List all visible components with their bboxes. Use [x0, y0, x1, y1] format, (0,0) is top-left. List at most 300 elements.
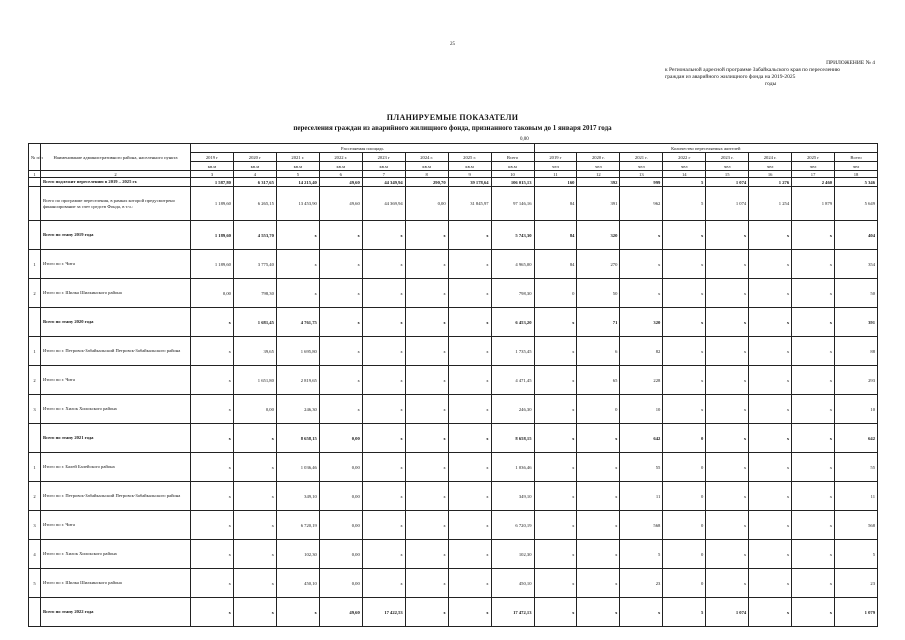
row-value: 23: [620, 569, 663, 598]
row-value: x: [577, 569, 620, 598]
row-value: 1 036,46: [491, 453, 534, 482]
table-row: [29, 482, 878, 511]
row-value: 102,30: [276, 540, 319, 569]
row-value: x: [191, 453, 234, 482]
row-value: x: [191, 598, 234, 627]
document-title: ПЛАНИРУЕМЫЕ ПОКАЗАТЕЛИ: [386, 113, 519, 122]
row-value: 6 265,15: [233, 187, 276, 221]
row-number: 1: [29, 337, 41, 366]
row-value: x: [276, 250, 319, 279]
row-value: 798,30: [233, 279, 276, 308]
page-number: 25: [450, 42, 455, 47]
row-value: x: [191, 395, 234, 424]
row-value: 5 743,30: [491, 221, 534, 250]
row-value: 5: [835, 540, 878, 569]
row-name: Всего по этапу 2021 года: [41, 424, 191, 453]
row-name: Итого по г. Хилок Хилокского района: [41, 540, 191, 569]
row-value: x: [534, 511, 577, 540]
column-index: 6: [319, 171, 362, 178]
row-value: x: [405, 540, 448, 569]
row-value: 50: [835, 279, 878, 308]
row-value: 349,10: [276, 482, 319, 511]
row-value: x: [620, 221, 663, 250]
table-row: [29, 511, 878, 540]
row-number: [29, 187, 41, 221]
appendix-line-2: к Региональной адресной программе Забайкальского края по переселению: [665, 67, 841, 73]
row-value: x: [405, 221, 448, 250]
row-value: x: [577, 482, 620, 511]
row-value: 0: [663, 424, 706, 453]
row-value: x: [405, 569, 448, 598]
top-value: 0,00: [520, 137, 529, 142]
row-value: 44 369,94: [362, 187, 405, 221]
row-value: 642: [620, 424, 663, 453]
row-value: 391: [835, 308, 878, 337]
row-value: x: [405, 482, 448, 511]
row-value: 6: [577, 337, 620, 366]
appendix-line-1: ПРИЛОЖЕНИЕ № 4: [826, 60, 875, 66]
header-people-year: 2019 г: [534, 153, 577, 162]
row-value: 290,70: [405, 178, 448, 187]
header-unit-area: кв.м: [191, 162, 234, 171]
appendix-line-4: годы: [765, 81, 777, 87]
row-value: x: [405, 250, 448, 279]
row-name: Всего по этапу 2019 года: [41, 221, 191, 250]
row-value: 349,10: [491, 482, 534, 511]
header-people-year: Всего: [835, 153, 878, 162]
row-number: 4: [29, 540, 41, 569]
row-value: x: [362, 250, 405, 279]
table-row: [29, 337, 878, 366]
row-name: Итого по г. Чита: [41, 250, 191, 279]
row-value: 0: [534, 279, 577, 308]
row-value: 17 422,53: [362, 598, 405, 627]
row-value: x: [534, 598, 577, 627]
row-value: x: [448, 511, 491, 540]
table-row: [29, 453, 878, 482]
row-value: x: [792, 569, 835, 598]
table-row: [29, 187, 878, 221]
row-value: 1 681,45: [233, 308, 276, 337]
table-row: [29, 250, 878, 279]
header-people-group: Количество переселяемых жителей: [534, 144, 878, 153]
row-value: 97 146,16: [491, 187, 534, 221]
row-value: x: [191, 569, 234, 598]
row-value: x: [191, 540, 234, 569]
row-value: 1 074: [706, 598, 749, 627]
row-value: x: [749, 453, 792, 482]
row-value: x: [233, 569, 276, 598]
row-value: 568: [835, 511, 878, 540]
row-value: 5 649: [835, 187, 878, 221]
row-name: Итого по г. Чита: [41, 366, 191, 395]
row-value: x: [448, 598, 491, 627]
row-name: Итого по г. Чита: [41, 511, 191, 540]
row-value: x: [663, 221, 706, 250]
row-value: 1 074: [706, 178, 749, 187]
row-value: 1 079: [835, 598, 878, 627]
column-index: 11: [534, 171, 577, 178]
row-number: 2: [29, 366, 41, 395]
row-value: x: [362, 395, 405, 424]
header-people-year: 2022 г: [663, 153, 706, 162]
row-value: 0: [663, 511, 706, 540]
row-value: x: [362, 366, 405, 395]
row-value: 999: [620, 178, 663, 187]
header-index-row: [29, 171, 878, 178]
row-value: x: [792, 279, 835, 308]
row-value: x: [706, 482, 749, 511]
row-value: 14 215,40: [276, 178, 319, 187]
row-value: 0,00: [319, 569, 362, 598]
row-value: 0,00: [233, 395, 276, 424]
row-value: x: [534, 366, 577, 395]
header-name: Наименование административного района, населенного пункта: [41, 144, 191, 171]
header-area-year: Всего: [491, 153, 534, 162]
row-value: x: [362, 308, 405, 337]
row-value: x: [749, 279, 792, 308]
row-value: x: [448, 366, 491, 395]
row-value: x: [706, 221, 749, 250]
row-value: 1 074: [706, 187, 749, 221]
row-value: x: [319, 395, 362, 424]
row-value: x: [792, 250, 835, 279]
header-area-year: 2019 г: [191, 153, 234, 162]
column-index: 16: [749, 171, 792, 178]
column-index: 4: [233, 171, 276, 178]
row-name: Итого по г. Хилок Хилокского района: [41, 395, 191, 424]
row-value: 65: [577, 366, 620, 395]
indicators-table: [28, 143, 878, 627]
table-row: [29, 221, 878, 250]
row-value: x: [792, 540, 835, 569]
row-value: x: [276, 598, 319, 627]
row-value: 0,00: [319, 511, 362, 540]
row-value: x: [191, 366, 234, 395]
row-value: 404: [835, 221, 878, 250]
row-value: x: [749, 221, 792, 250]
row-value: x: [792, 482, 835, 511]
row-value: 1 651,80: [233, 366, 276, 395]
row-value: 568: [620, 511, 663, 540]
row-value: x: [362, 453, 405, 482]
row-name: Итого по г. Петровск-Забайкальский Петровск-Забайкальского района: [41, 337, 191, 366]
row-value: x: [792, 221, 835, 250]
row-value: x: [362, 221, 405, 250]
row-value: x: [792, 453, 835, 482]
column-index: 9: [448, 171, 491, 178]
row-value: 31 845,97: [448, 187, 491, 221]
column-index: 10: [491, 171, 534, 178]
table-row: [29, 569, 878, 598]
row-value: x: [448, 424, 491, 453]
header-people-year: 2023 г.: [706, 153, 749, 162]
row-value: x: [749, 598, 792, 627]
row-value: 5: [663, 178, 706, 187]
row-name: Всего по программе переселения, в рамках которой предусмотрено финансирование за счет средств Фонда, в т.ч.:: [41, 187, 191, 221]
row-name: Всего по этапу 2020 года: [41, 308, 191, 337]
row-value: x: [319, 250, 362, 279]
row-value: 17 472,13: [491, 598, 534, 627]
row-value: x: [405, 337, 448, 366]
column-index: 2: [41, 171, 191, 178]
row-value: x: [706, 453, 749, 482]
column-index: 15: [706, 171, 749, 178]
row-value: 5: [663, 598, 706, 627]
row-value: x: [448, 279, 491, 308]
row-name: Всего по этапу 2022 года: [41, 598, 191, 627]
table-row: [29, 308, 878, 337]
row-value: 6 720,19: [491, 511, 534, 540]
row-value: x: [663, 308, 706, 337]
row-value: 0,00: [319, 540, 362, 569]
row-value: 5 346: [835, 178, 878, 187]
row-value: x: [362, 279, 405, 308]
row-name: Итого по г. Петровск-Забайкальский Петровск-Забайкальского района: [41, 482, 191, 511]
row-value: 6 317,65: [233, 178, 276, 187]
row-value: 6 720,19: [276, 511, 319, 540]
row-number: 1: [29, 250, 41, 279]
row-value: 84: [534, 250, 577, 279]
row-value: x: [362, 337, 405, 366]
row-value: 4 761,75: [276, 308, 319, 337]
row-value: x: [191, 337, 234, 366]
row-value: x: [749, 482, 792, 511]
row-value: x: [706, 540, 749, 569]
row-value: x: [191, 482, 234, 511]
row-value: x: [233, 424, 276, 453]
appendix-line-3: граждан из аварийного жилищного фонда на 2019-2025: [665, 74, 796, 80]
row-number: 3: [29, 511, 41, 540]
row-value: x: [749, 366, 792, 395]
table-body: [29, 178, 878, 627]
row-value: 0: [663, 569, 706, 598]
row-value: x: [792, 511, 835, 540]
row-value: x: [319, 337, 362, 366]
row-value: 391: [577, 187, 620, 221]
row-value: x: [620, 598, 663, 627]
row-value: 49,60: [319, 187, 362, 221]
row-value: 11: [835, 482, 878, 511]
row-value: 71: [577, 308, 620, 337]
header-unit-people: чел: [749, 162, 792, 171]
row-value: 3 775,40: [233, 250, 276, 279]
column-index: 13: [620, 171, 663, 178]
row-value: x: [706, 424, 749, 453]
header-area-year: 2022 г.: [319, 153, 362, 162]
row-value: 4 471,45: [491, 366, 534, 395]
table-row: [29, 540, 878, 569]
row-value: x: [448, 395, 491, 424]
row-value: x: [706, 279, 749, 308]
row-value: x: [749, 308, 792, 337]
row-value: x: [405, 511, 448, 540]
row-value: 293: [835, 366, 878, 395]
row-value: x: [792, 395, 835, 424]
row-value: x: [534, 395, 577, 424]
row-value: x: [448, 337, 491, 366]
row-value: 1 189,60: [191, 221, 234, 250]
row-value: 4 965,00: [491, 250, 534, 279]
row-value: x: [319, 221, 362, 250]
header-unit-area: кв.м: [491, 162, 534, 171]
row-value: x: [706, 250, 749, 279]
header-unit-people: чел: [534, 162, 577, 171]
row-value: x: [362, 569, 405, 598]
row-value: x: [792, 308, 835, 337]
row-value: 450,10: [276, 569, 319, 598]
row-value: x: [191, 511, 234, 540]
row-value: 8 658,15: [491, 424, 534, 453]
row-value: 642: [835, 424, 878, 453]
row-value: x: [534, 482, 577, 511]
row-value: x: [233, 511, 276, 540]
row-value: 23: [835, 569, 878, 598]
header-unit-area: кв.м: [233, 162, 276, 171]
row-value: 1 735,45: [491, 337, 534, 366]
row-value: 49,60: [319, 598, 362, 627]
row-value: x: [792, 366, 835, 395]
header-unit-people: чел: [663, 162, 706, 171]
row-value: 0: [663, 453, 706, 482]
row-value: x: [233, 598, 276, 627]
row-value: 2 819,65: [276, 366, 319, 395]
row-value: 246,30: [491, 395, 534, 424]
row-value: 392: [577, 178, 620, 187]
row-value: 88: [835, 337, 878, 366]
row-value: x: [405, 308, 448, 337]
table-row: [29, 178, 878, 187]
header-unit-area: кв.м: [276, 162, 319, 171]
row-value: x: [706, 395, 749, 424]
row-value: 0: [663, 540, 706, 569]
row-value: x: [663, 279, 706, 308]
row-value: 1 189,60: [191, 187, 234, 221]
row-value: x: [405, 366, 448, 395]
row-value: x: [663, 395, 706, 424]
row-value: 84: [534, 221, 577, 250]
row-value: x: [749, 569, 792, 598]
column-index: 8: [405, 171, 448, 178]
table-row: [29, 366, 878, 395]
row-value: x: [577, 453, 620, 482]
table-row: [29, 598, 878, 627]
row-value: x: [749, 424, 792, 453]
row-value: 0,00: [405, 187, 448, 221]
row-value: x: [749, 540, 792, 569]
row-value: x: [577, 511, 620, 540]
row-value: 13 453,90: [276, 187, 319, 221]
row-value: x: [362, 424, 405, 453]
row-value: 450,10: [491, 569, 534, 598]
row-value: x: [706, 569, 749, 598]
row-value: 0: [663, 482, 706, 511]
header-unit-people: чел: [577, 162, 620, 171]
row-value: 5: [620, 540, 663, 569]
row-value: 0,00: [319, 424, 362, 453]
row-value: x: [405, 453, 448, 482]
row-value: 2 460: [792, 178, 835, 187]
row-value: x: [577, 598, 620, 627]
row-value: 39 178,64: [448, 178, 491, 187]
row-value: 106 015,13: [491, 178, 534, 187]
row-value: 1 695,80: [276, 337, 319, 366]
row-value: x: [792, 598, 835, 627]
row-value: 49,60: [319, 178, 362, 187]
row-value: 0,00: [191, 279, 234, 308]
row-value: x: [534, 453, 577, 482]
row-value: x: [233, 482, 276, 511]
row-value: x: [749, 337, 792, 366]
row-value: x: [191, 308, 234, 337]
row-value: 1 254: [749, 187, 792, 221]
row-name: Итого по г. Шилка Шилкинского района: [41, 279, 191, 308]
column-index: 18: [835, 171, 878, 178]
row-value: x: [792, 424, 835, 453]
row-value: 11: [620, 482, 663, 511]
row-value: x: [534, 540, 577, 569]
row-value: x: [405, 279, 448, 308]
row-value: x: [362, 511, 405, 540]
row-value: x: [663, 366, 706, 395]
row-value: 5: [663, 187, 706, 221]
row-value: x: [706, 308, 749, 337]
row-value: x: [276, 279, 319, 308]
row-value: 50: [577, 279, 620, 308]
row-number: 2: [29, 279, 41, 308]
row-value: 4 553,70: [233, 221, 276, 250]
row-value: 10: [620, 395, 663, 424]
row-number: [29, 424, 41, 453]
column-index: 5: [276, 171, 319, 178]
row-value: x: [191, 424, 234, 453]
header-area-year: 2024 г.: [405, 153, 448, 162]
row-value: 160: [534, 178, 577, 187]
row-value: 6 453,20: [491, 308, 534, 337]
header-area-year: 2020 г: [233, 153, 276, 162]
header-unit-people: чел: [792, 162, 835, 171]
row-number: [29, 221, 41, 250]
row-value: x: [362, 540, 405, 569]
row-value: 55: [620, 453, 663, 482]
row-number: 5: [29, 569, 41, 598]
row-value: x: [233, 453, 276, 482]
row-value: x: [448, 540, 491, 569]
row-value: 962: [620, 187, 663, 221]
row-value: 320: [577, 221, 620, 250]
row-value: x: [448, 308, 491, 337]
row-value: x: [749, 395, 792, 424]
row-value: x: [319, 308, 362, 337]
header-area-group: Расселяемая площадь: [191, 144, 535, 153]
row-number: 1: [29, 453, 41, 482]
row-value: 228: [620, 366, 663, 395]
row-value: 1 587,80: [191, 178, 234, 187]
header-unit-people: чел: [620, 162, 663, 171]
column-index: 1: [29, 171, 41, 178]
row-value: x: [792, 337, 835, 366]
row-value: 270: [577, 250, 620, 279]
row-value: x: [534, 308, 577, 337]
header-unit-area: кв.м: [362, 162, 405, 171]
row-value: x: [448, 221, 491, 250]
table-row: [29, 424, 878, 453]
header-num: № п/п: [29, 144, 41, 171]
column-index: 14: [663, 171, 706, 178]
row-value: 55: [835, 453, 878, 482]
row-value: 0,00: [319, 453, 362, 482]
row-value: x: [362, 482, 405, 511]
